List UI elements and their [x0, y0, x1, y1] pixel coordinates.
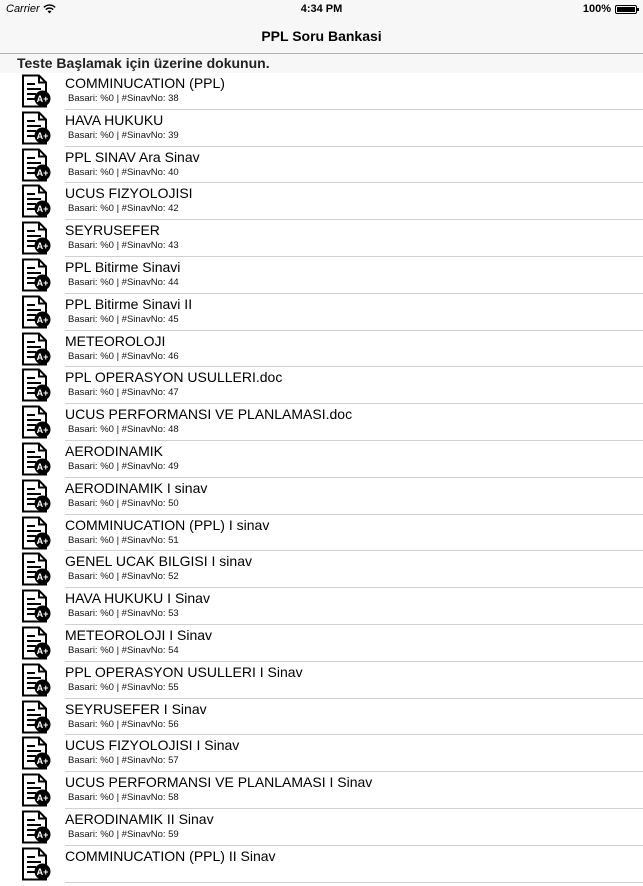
list-item-subtitle: Basari: %0 | #SinavNo: 49 [68, 460, 179, 472]
svg-text:A+: A+ [36, 167, 49, 178]
list-item-subtitle: Basari: %0 | #SinavNo: 47 [68, 387, 179, 399]
section-header [0, 54, 643, 73]
exam-grade-icon [19, 442, 52, 476]
list-item-subtitle: Basari: %0 | #SinavNo: 51 [68, 534, 179, 546]
exam-grade-icon [19, 479, 52, 513]
exam-grade-icon [19, 148, 52, 182]
list-item[interactable] [0, 294, 643, 331]
svg-text:A+: A+ [36, 572, 49, 583]
svg-text:A+: A+ [36, 461, 49, 472]
status-bar [0, 0, 643, 20]
list-item-title: PPL OPERASYON USULLERI.doc [65, 369, 283, 386]
list-item[interactable] [0, 515, 643, 552]
exam-grade-icon [19, 111, 52, 145]
list-item-title: PPL SINAV Ara Sinav [65, 148, 200, 165]
status-right [583, 3, 637, 15]
list-item-title: HAVA HUKUKU I Sinav [65, 590, 210, 607]
list-item-title: COMMINUCATION (PPL) II Sinav [65, 847, 276, 864]
list-item-subtitle: Basari: %0 | #SinavNo: 53 [68, 608, 179, 620]
list-item-title: METEOROLOJI I Sinav [65, 626, 213, 643]
list-item[interactable] [0, 404, 643, 441]
exam-grade-icon [19, 810, 52, 844]
list-item[interactable] [0, 551, 643, 588]
list-item-title: UCUS PERFORMANSI VE PLANLAMASI I Sinav [65, 774, 373, 791]
list-item-title: AERODINAMIK I sinav [65, 479, 208, 496]
list-item[interactable] [0, 220, 643, 257]
exam-grade-icon [19, 773, 52, 807]
exam-grade-icon [19, 332, 52, 366]
navigation-bar [0, 20, 643, 54]
list-item-subtitle: Basari: %0 | #SinavNo: 50 [68, 497, 179, 509]
svg-text:A+: A+ [36, 241, 49, 252]
list-item[interactable] [0, 73, 643, 110]
exam-grade-icon [19, 258, 52, 292]
svg-text:A+: A+ [36, 130, 49, 141]
exam-grade-icon [19, 589, 52, 623]
list-item[interactable] [0, 588, 643, 625]
exam-grade-icon [19, 516, 52, 550]
svg-text:A+: A+ [36, 425, 49, 436]
svg-text:A+: A+ [36, 277, 49, 288]
list-item[interactable] [0, 257, 643, 294]
list-item-subtitle: Basari: %0 | #SinavNo: 54 [68, 644, 179, 656]
list-item-title: UCUS FIZYOLOJISI I Sinav [65, 737, 240, 754]
list-item-subtitle: Basari: %0 | #SinavNo: 42 [68, 203, 179, 215]
list-item[interactable] [0, 478, 643, 515]
carrier-label: Carrier [6, 3, 40, 15]
exam-grade-icon [19, 368, 52, 402]
status-time: 4:34 PM [300, 3, 343, 15]
list-item-subtitle: Basari: %0 | #SinavNo: 43 [68, 240, 179, 252]
svg-text:A+: A+ [36, 94, 49, 104]
svg-text:A+: A+ [36, 645, 49, 656]
page-title: PPL Soru Bankasi [261, 28, 382, 44]
exam-grade-icon [19, 184, 52, 218]
exam-grade-icon [19, 74, 52, 108]
list-item[interactable] [0, 367, 643, 404]
battery-percent: 100% [582, 3, 611, 15]
list-item[interactable] [0, 662, 643, 699]
list-item-subtitle: Basari: %0 | #SinavNo: 39 [68, 129, 179, 141]
svg-text:A+: A+ [36, 351, 49, 362]
list-item-title: COMMINUCATION (PPL) I sinav [65, 516, 270, 533]
list-item-subtitle: Basari: %0 | #SinavNo: 58 [68, 792, 179, 804]
list-item-title: SEYRUSEFER I Sinav [65, 700, 207, 717]
svg-text:A+: A+ [36, 793, 49, 804]
list-item-subtitle: Basari: %0 | #SinavNo: 57 [68, 755, 179, 767]
list-item-title: METEOROLOJI [65, 332, 166, 349]
svg-text:A+: A+ [36, 609, 49, 620]
svg-text:A+: A+ [36, 866, 49, 877]
exam-list[interactable] [0, 73, 643, 877]
list-item-title: UCUS FIZYOLOJISI [65, 185, 193, 202]
list-item-subtitle: Basari: %0 | #SinavNo: 48 [68, 424, 179, 436]
list-item-subtitle: Basari: %0 | #SinavNo: 46 [68, 350, 179, 362]
exam-grade-icon [19, 405, 52, 439]
svg-text:A+: A+ [36, 314, 49, 325]
list-item-subtitle: Basari: %0 | #SinavNo: 38 [68, 93, 179, 104]
list-item-title: PPL Bitirme Sinavi II [65, 295, 193, 312]
list-item-subtitle: Basari: %0 | #SinavNo: 55 [68, 681, 179, 693]
list-item[interactable] [0, 809, 643, 846]
list-item-title: UCUS PERFORMANSI VE PLANLAMASI.doc [65, 406, 353, 423]
list-item-title: COMMINUCATION (PPL) [65, 75, 225, 91]
list-item-title: GENEL UCAK BILGISI I sinav [65, 553, 252, 570]
battery-icon [615, 5, 637, 14]
svg-text:A+: A+ [36, 388, 49, 399]
list-item-subtitle: Basari: %0 | #SinavNo: 40 [68, 166, 179, 178]
exam-grade-icon [19, 847, 52, 881]
list-item-subtitle: Basari: %0 | #SinavNo: 45 [68, 313, 179, 325]
svg-text:A+: A+ [36, 829, 49, 840]
list-item[interactable] [0, 147, 643, 184]
exam-grade-icon [19, 221, 52, 255]
svg-text:A+: A+ [36, 498, 49, 509]
list-item-title: PPL Bitirme Sinavi [65, 258, 181, 275]
exam-grade-icon [19, 700, 52, 734]
list-item-title: AERODINAMIK [65, 442, 164, 459]
list-item-title: AERODINAMIK II Sinav [65, 810, 214, 827]
list-item-title: HAVA HUKUKU [65, 111, 164, 128]
list-item-title: SEYRUSEFER [65, 222, 160, 239]
list-item[interactable] [0, 110, 643, 147]
svg-text:A+: A+ [36, 756, 49, 767]
list-item[interactable] [0, 735, 643, 772]
list-item-subtitle: Basari: %0 | #SinavNo: 52 [68, 571, 179, 583]
section-header-label: Teste Başlamak için üzerine dokunun. [17, 55, 270, 71]
svg-text:A+: A+ [36, 535, 49, 546]
exam-grade-icon [19, 626, 52, 660]
exam-grade-icon [19, 552, 52, 586]
list-item[interactable] [0, 441, 643, 478]
list-item-subtitle: Basari: %0 | #SinavNo: 59 [68, 828, 179, 840]
list-item[interactable] [0, 331, 643, 368]
exam-grade-icon [19, 663, 52, 697]
svg-text:A+: A+ [36, 682, 49, 693]
exam-grade-icon [19, 736, 52, 770]
list-item[interactable] [0, 625, 643, 662]
list-item-subtitle: Basari: %0 | #SinavNo: 56 [68, 718, 179, 730]
list-item[interactable] [0, 772, 643, 809]
list-item[interactable] [0, 846, 643, 883]
list-item[interactable] [0, 699, 643, 736]
svg-text:A+: A+ [36, 719, 49, 730]
svg-text:A+: A+ [36, 204, 49, 215]
list-item-title: PPL OPERASYON USULLERI I Sinav [65, 663, 303, 680]
exam-grade-icon [19, 295, 52, 329]
list-item-subtitle: Basari: %0 | #SinavNo: 44 [68, 276, 179, 288]
list-item[interactable] [0, 183, 643, 220]
